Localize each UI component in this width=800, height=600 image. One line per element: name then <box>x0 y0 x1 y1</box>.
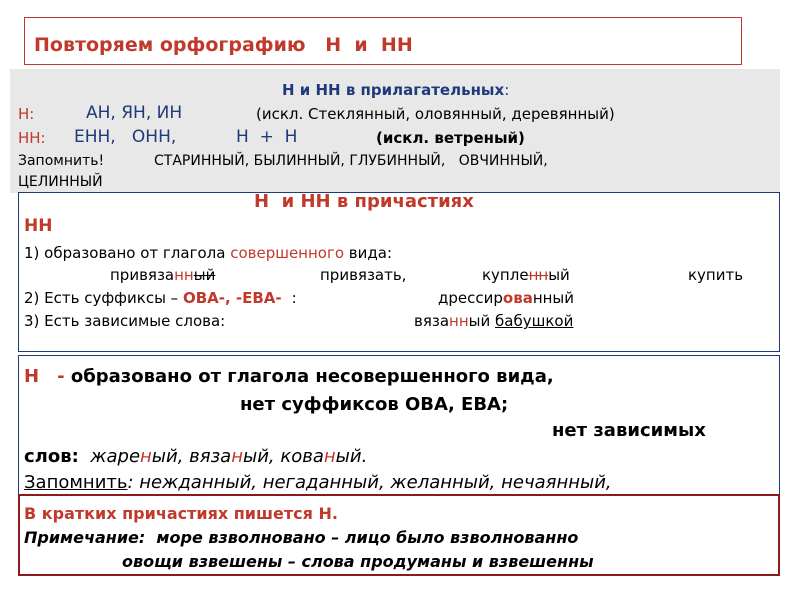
ex4-part-a: вяза <box>414 312 450 330</box>
rule2-accent: ОВА-, -ЕВА- <box>182 289 282 307</box>
short-line-2 <box>24 528 578 547</box>
participles-heading: Н и НН в причастиях <box>254 191 474 211</box>
rule2-prefix: 2) Есть суффиксы – <box>24 289 183 307</box>
single-n-remember <box>24 472 612 493</box>
ex4-dependent: бабушкой <box>495 312 574 330</box>
single-n-slov: слов: <box>24 446 79 467</box>
example-kuplenny <box>482 266 570 284</box>
ex-zharen-b: н <box>140 446 152 467</box>
single-n-rule-1: образовано от глагола несовершенного вида, <box>70 366 554 387</box>
single-n-remember-label: Запомнить <box>24 472 128 493</box>
ex2-part-a: купле <box>482 266 529 284</box>
short-line-3: овощи взвешены – слова продуманы и взвешенны <box>122 552 594 571</box>
ex1-part-a: привяза <box>110 266 175 284</box>
single-n-line-3: нет зависимых <box>552 420 706 441</box>
adj-nn-rule: Н + Н <box>236 127 298 147</box>
adjectives-heading-colon: : <box>504 81 510 99</box>
ex4-part-c: ый <box>468 312 491 330</box>
adj-nn-suffixes: ЕНН, ОНН, <box>74 127 177 147</box>
adj-remember-label: Запомнить! <box>18 153 105 169</box>
participles-rule-2 <box>24 289 297 307</box>
single-n-line-4 <box>24 446 367 467</box>
short-note-label: Примечание: <box>24 528 146 547</box>
ex1-part-c: ый <box>193 266 216 284</box>
ex-kovan-a: ый, кова <box>242 446 324 467</box>
example-dressirovanny <box>438 289 574 307</box>
ex-vyazan-b: н <box>231 446 243 467</box>
single-n-label: Н <box>24 366 40 387</box>
single-n-dash: - <box>57 366 65 387</box>
ex4-part-b: нн <box>449 312 469 330</box>
adj-nn-label: НН: <box>18 129 46 147</box>
ex2-part-c: ый <box>548 266 570 284</box>
participles-rule-1 <box>24 244 392 262</box>
ex3-part-b: ова <box>502 289 533 307</box>
adjectives-heading-text: Н и НН в прилагательных <box>282 81 505 99</box>
rule1-prefix: 1) образовано от глагола <box>24 244 231 262</box>
adj-n-exceptions: (искл. Стеклянный, оловянный, деревянный) <box>256 105 615 123</box>
ex-zharen-a: жаре <box>90 446 141 467</box>
rule1-suffix: вида: <box>344 244 393 262</box>
participles-rule-3: 3) Есть зависимые слова: <box>24 312 226 330</box>
ex1-part-b: нн <box>174 266 194 284</box>
ex-vyazan-a: ый, вяза <box>151 446 232 467</box>
adj-remember-words-2: ЦЕЛИННЫЙ <box>18 174 103 190</box>
page-title: Повторяем орфографию Н и НН <box>34 34 413 56</box>
short-note-text: море взволновано – лицо было взволнованно <box>145 528 579 547</box>
ex-kovan-b: н <box>323 446 336 467</box>
adj-n-suffixes: АН, ЯН, ИН <box>86 103 183 123</box>
example-privyazat: привязать, <box>320 266 407 284</box>
rule1-accent: совершенного <box>230 244 345 262</box>
ex2-part-b: нн <box>528 266 549 284</box>
adj-n-label: Н: <box>18 105 35 123</box>
adjectives-heading <box>282 81 509 99</box>
rule2-colon: : <box>291 289 297 307</box>
participles-nn-label: НН <box>24 216 53 236</box>
adj-nn-exceptions: (искл. ветреный) <box>376 129 525 147</box>
example-privyazanny <box>110 266 215 284</box>
single-n-remember-words: : нежданный, негаданный, желанный, нечаянный, <box>127 472 612 493</box>
short-line-1: В кратких причастиях пишется Н. <box>24 504 338 523</box>
single-n-line-1 <box>24 366 554 387</box>
adj-remember-words-1: СТАРИННЫЙ, БЫЛИННЫЙ, ГЛУБИННЫЙ, ОВЧИННЫЙ, <box>154 153 548 169</box>
ex-kovan-c: ый. <box>335 446 368 467</box>
example-kupit: купить <box>688 266 744 284</box>
example-vyazanny-dep <box>414 312 573 330</box>
ex3-part-c: нный <box>532 289 575 307</box>
ex3-part-a: дрессир <box>438 289 503 307</box>
single-n-line-2: нет суффиксов ОВА, ЕВА; <box>240 394 509 415</box>
